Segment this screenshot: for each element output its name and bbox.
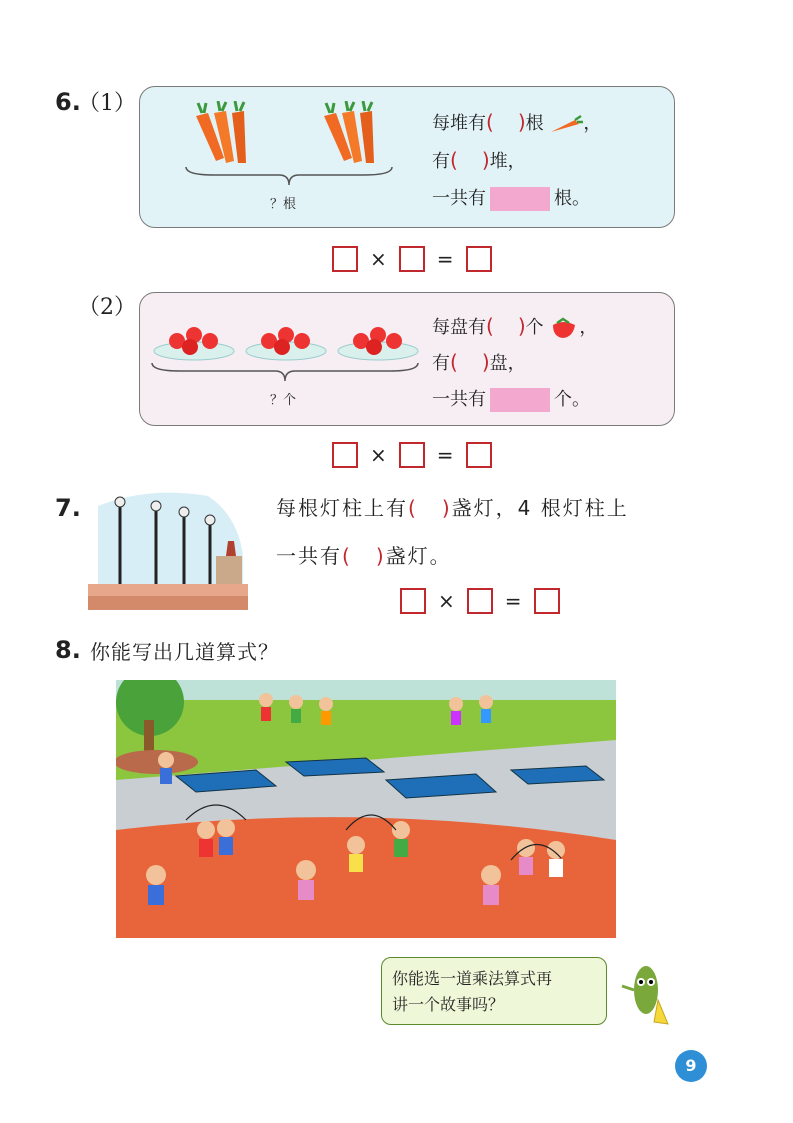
- carrot-icon: [549, 114, 583, 134]
- part-1-panel: [139, 86, 675, 228]
- text: 有: [432, 353, 450, 374]
- text-line-per-plate: [432, 313, 597, 339]
- cucumber-mascot-icon: [618, 960, 674, 1030]
- equation-row-1: [332, 246, 492, 272]
- carrot-pile-right: [324, 101, 374, 163]
- text: 每盘有: [432, 317, 486, 338]
- text-line-total: [432, 385, 590, 412]
- page-number-badge: 9: [675, 1050, 707, 1082]
- text: 盏灯。: [385, 544, 452, 568]
- equation-input-box[interactable]: [332, 246, 358, 272]
- answer-blank-close: ): [481, 350, 490, 374]
- times-sign: ×: [370, 443, 387, 467]
- text: 个: [525, 317, 544, 338]
- answer-blank-close: ): [375, 544, 386, 568]
- equation-input-box[interactable]: [399, 442, 425, 468]
- total-question-caption: ？根: [270, 197, 297, 212]
- lamp-posts-illustration: [88, 486, 248, 614]
- equation-input-box[interactable]: [534, 588, 560, 614]
- answer-blank-close: ): [481, 148, 490, 172]
- text-line-pile-count: [432, 147, 526, 173]
- times-sign: ×: [438, 589, 455, 613]
- playground-illustration: [116, 680, 616, 938]
- answer-blank-open: (: [342, 544, 352, 568]
- times-sign: ×: [370, 247, 387, 271]
- equation-input-box[interactable]: [332, 442, 358, 468]
- speech-bubble-line-2: 讲一个故事吗？: [392, 995, 505, 1014]
- equation-input-box[interactable]: [466, 246, 492, 272]
- text: 一共有: [432, 389, 486, 410]
- answer-blank-close: ): [517, 314, 526, 338]
- brace-icon: [150, 361, 420, 383]
- comma: ，: [583, 113, 602, 134]
- question-7-number: 7.: [55, 494, 81, 522]
- text: 每堆有: [432, 113, 486, 134]
- equation-input-box[interactable]: [400, 588, 426, 614]
- text: 根: [525, 113, 544, 134]
- equation-input-box[interactable]: [467, 588, 493, 614]
- part-2-panel: [139, 292, 675, 426]
- total-question-caption: ？个: [270, 393, 297, 408]
- plate-with-strawberries: [338, 327, 418, 360]
- text: 一共有: [276, 544, 342, 568]
- playground-scene-illustration: [116, 680, 616, 938]
- text-line-total: [432, 184, 590, 211]
- equation-input-box[interactable]: [399, 246, 425, 272]
- question-8-text: 你能写出几道算式？: [90, 640, 279, 664]
- text-line-plate-count: [432, 349, 526, 375]
- equation-row-3: [400, 588, 560, 614]
- strawberry-icon: [549, 317, 579, 339]
- part-1-label: （1）: [78, 91, 136, 116]
- answer-blank-open: (: [450, 148, 458, 172]
- text: 一共有: [432, 188, 486, 209]
- total-answer-box[interactable]: [490, 187, 550, 211]
- equals-sign: =: [436, 247, 454, 271]
- strawberry-plates-illustration: [152, 315, 422, 365]
- answer-blank-close: ): [517, 110, 526, 134]
- text: 盘，: [489, 353, 526, 374]
- text-line-per-pile: [432, 109, 601, 135]
- text: 根。: [554, 188, 590, 209]
- equation-row-2: [332, 442, 492, 468]
- carrot-pile-left: [196, 101, 246, 163]
- text: 个。: [554, 389, 590, 410]
- answer-blank-open: (: [450, 350, 458, 374]
- plate-with-strawberries: [154, 327, 234, 360]
- carrot-piles-illustration: [186, 101, 386, 171]
- equals-sign: =: [436, 443, 454, 467]
- text: 堆，: [489, 151, 526, 172]
- question-7-line-1: [276, 492, 629, 521]
- text: 盏灯，4 根灯柱上: [451, 496, 629, 520]
- equals-sign: =: [504, 589, 522, 613]
- comma: ，: [579, 317, 598, 338]
- answer-blank-open: (: [486, 314, 494, 338]
- answer-blank-open: (: [486, 110, 494, 134]
- plate-with-strawberries: [246, 327, 326, 360]
- question-7-line-2: [276, 540, 452, 569]
- question-8-number: 8.: [55, 636, 81, 664]
- speech-bubble-line-1: 你能选一道乘法算式再: [392, 969, 553, 988]
- total-answer-box[interactable]: [490, 388, 550, 412]
- text: 每根灯柱上有: [276, 496, 408, 520]
- speech-bubble: [381, 957, 607, 1025]
- answer-blank-open: (: [408, 496, 418, 520]
- equation-input-box[interactable]: [466, 442, 492, 468]
- text: 有: [432, 151, 450, 172]
- question-6-number: 6.: [55, 88, 81, 116]
- answer-blank-close: ): [441, 496, 452, 520]
- part-2-label: （2）: [78, 295, 136, 320]
- brace-icon: [184, 165, 394, 187]
